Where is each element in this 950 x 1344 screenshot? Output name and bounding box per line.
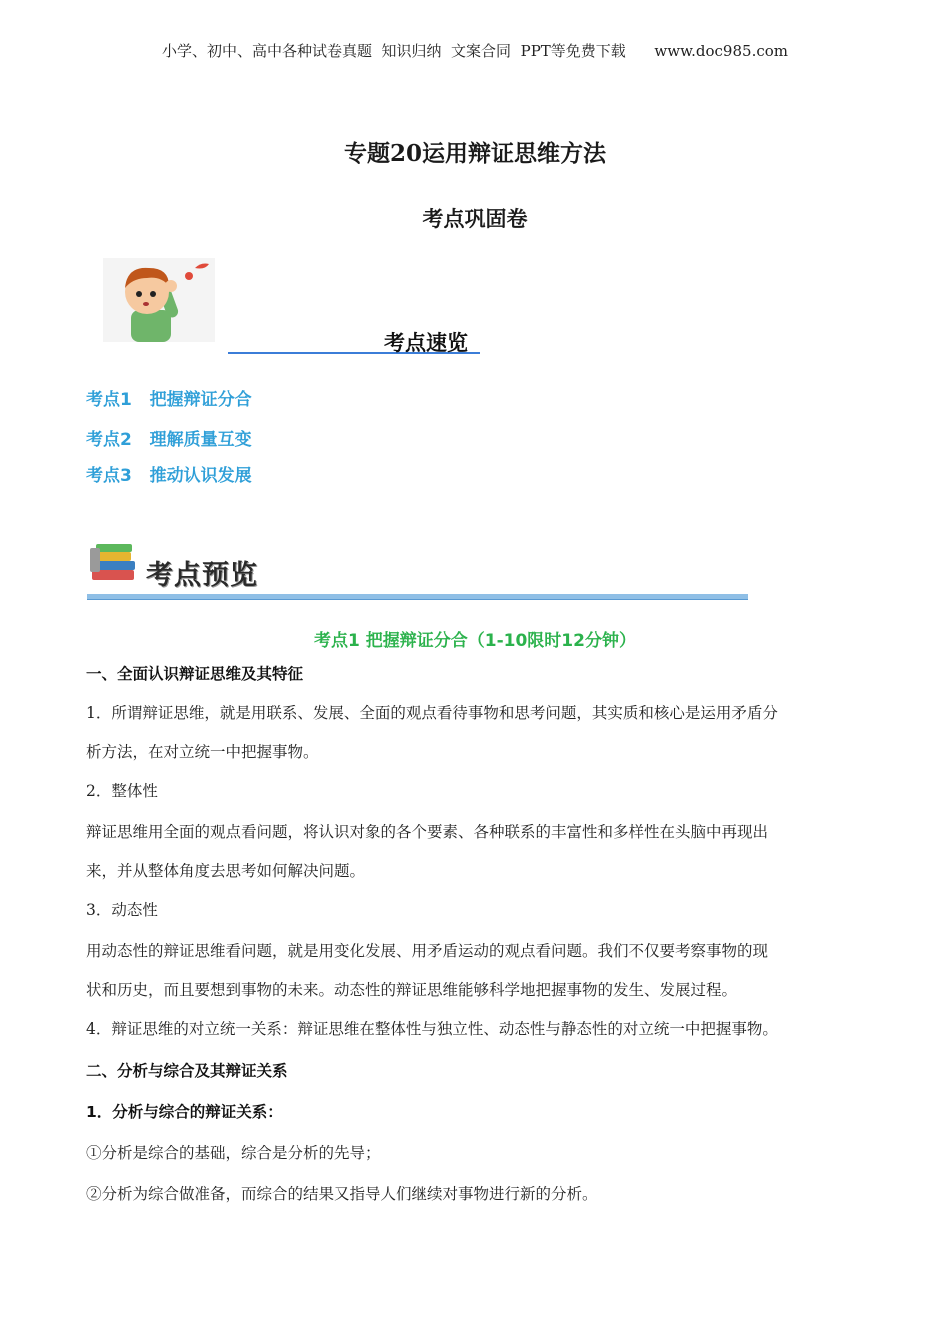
overview-point-3[interactable]: 考点3 推动认识发展: [86, 466, 252, 486]
paragraph-2-line-1: 辩证思维用全面的观点看问题，将认识对象的各个要素、各种联系的丰富性和多样性在头脑中再现出: [86, 823, 769, 841]
part2-subtitle: 1．分析与综合的辩证关系：: [86, 1103, 283, 1121]
part2-title: 二、分析与综合及其辩证关系: [86, 1062, 288, 1080]
books-icon: [90, 540, 140, 582]
paragraph-3-title: 3．动态性: [86, 901, 158, 919]
page-header: 小学、初中、高中各种试卷真题 知识归纳 文案合同 PPT等免费下载 www.doc985.com: [161, 42, 788, 60]
paragraph-3-line-1: 用动态性的辩证思维看问题，就是用变化发展、用矛盾运动的观点看问题。我们不仅要考察事物的现: [86, 942, 769, 960]
section-heading: 考点1 把握辩证分合（1-10限时12分钟）: [314, 631, 636, 651]
document-subtitle: 考点巩固卷: [422, 206, 528, 231]
paragraph-2-title: 2．整体性: [86, 782, 158, 800]
document-title: 专题20运用辩证思维方法: [343, 140, 606, 167]
list-item-2: ②分析为综合做准备，而综合的结果又指导人们继续对事物进行新的分析。: [86, 1185, 598, 1203]
overview-point-1[interactable]: 考点1 把握辩证分合: [86, 390, 252, 410]
overview-point-2[interactable]: 考点2 理解质量互变: [86, 430, 252, 450]
part1-title: 一、全面认识辩证思维及其特征: [86, 665, 304, 683]
overview-title: 考点速览: [384, 331, 468, 355]
preview-title: 考点预览: [146, 560, 258, 591]
thinking-boy-illustration: [103, 258, 215, 342]
preview-divider: [87, 594, 748, 600]
paragraph-3-line-2: 状和历史，而且要想到事物的未来。动态性的辩证思维能够科学地把握事物的发生、发展过程。: [86, 981, 738, 999]
paragraph-4: 4．辩证思维的对立统一关系：辩证思维在整体性与独立性、动态性与静态性的对立统一中把握事物。: [86, 1020, 778, 1038]
paragraph-2-line-2: 来，并从整体角度去思考如何解决问题。: [86, 862, 366, 880]
list-item-1: ①分析是综合的基础，综合是分析的先导；: [86, 1144, 381, 1162]
paragraph-1-line-2: 析方法，在对立统一中把握事物。: [86, 743, 319, 761]
paragraph-1-line-1: 1．所谓辩证思维，就是用联系、发展、全面的观点看待事物和思考问题，其实质和核心是运用矛盾分: [86, 704, 778, 722]
